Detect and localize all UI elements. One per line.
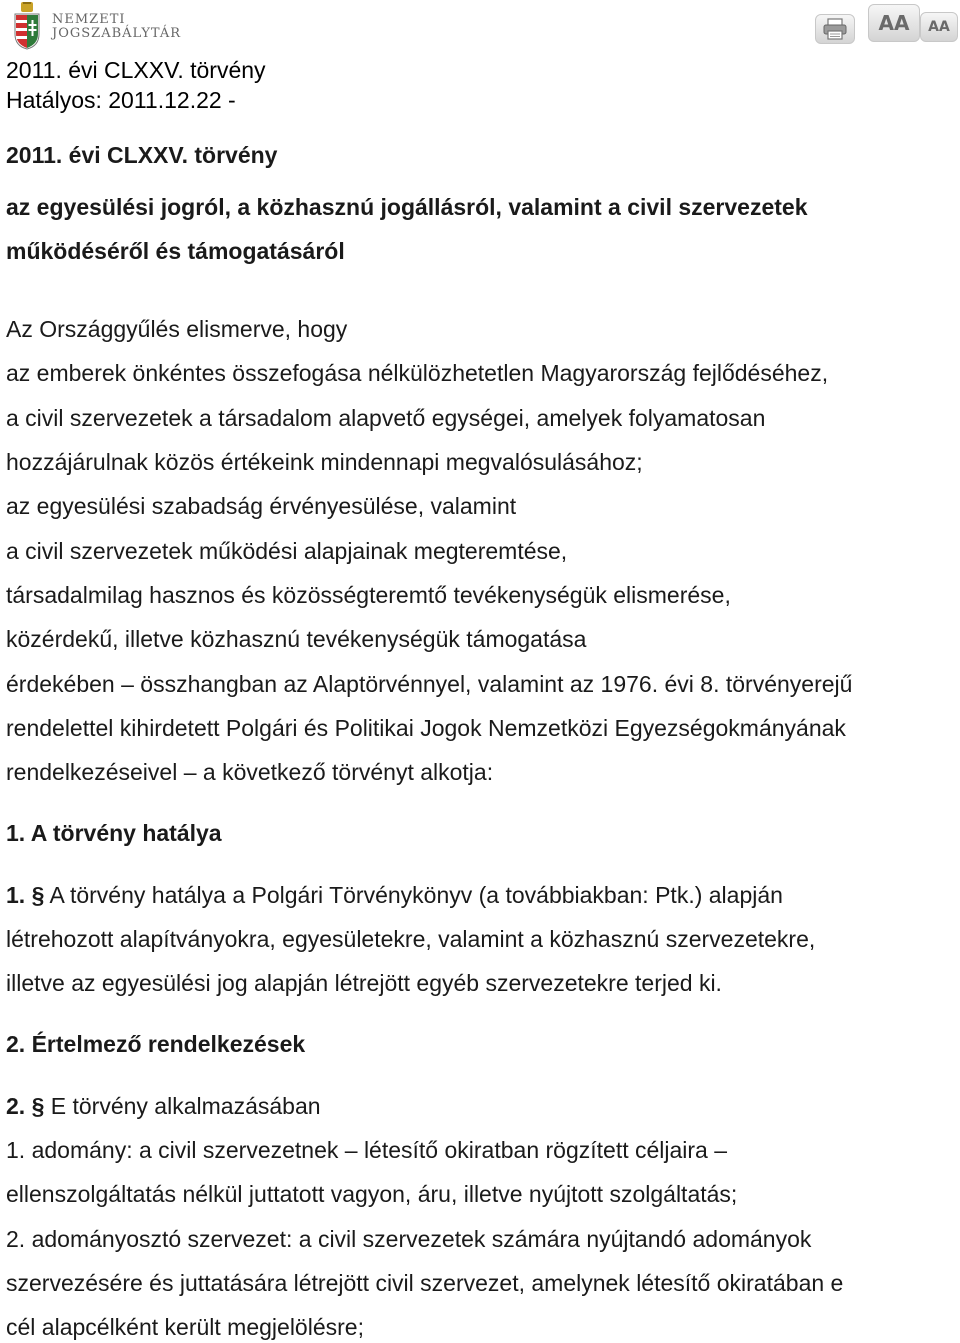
paragraph-text: A törvény hatálya a Polgári Törvénykönyv (a továbbiakban: Ptk.) alapján bbox=[49, 882, 783, 908]
font-increase-label: AA bbox=[878, 11, 910, 35]
site-logo[interactable] bbox=[12, 2, 182, 52]
preamble-line: az egyesülési szabadság érvényesülése, valamint bbox=[6, 493, 517, 519]
preamble-line: érdekében – összhangban az Alaptörvénnyel, valamint az 1976. évi 8. törvényerejű bbox=[6, 671, 853, 697]
definition-line: szervezésére és juttatására létrejött civil szervezet, amelynek létesítő okiratában e bbox=[6, 1270, 844, 1296]
section-heading: 1. A törvény hatálya bbox=[6, 820, 222, 846]
preamble-line: társadalmilag hasznos és közösségteremtő tevékenységük elismerése, bbox=[6, 582, 731, 608]
print-button[interactable] bbox=[815, 14, 855, 44]
document-subtitle-line2: működéséről és támogatásáról bbox=[6, 238, 345, 264]
definition-line: ellenszolgáltatás nélkül juttatott vagyon, áru, illetve nyújtott szolgáltatás; bbox=[6, 1181, 738, 1207]
preamble-line: rendelkezéseivel – a következő törvényt alkotja: bbox=[6, 759, 494, 785]
document-effective-date: Hatályos: 2011.12.22 - bbox=[6, 87, 236, 113]
definition-line: cél alapcélként került megjelölésre; bbox=[6, 1314, 364, 1340]
preamble-line: közérdekű, illetve közhasznú tevékenységük támogatása bbox=[6, 626, 587, 652]
printer-icon bbox=[822, 18, 848, 40]
preamble-line: a civil szervezetek a társadalom alapvető egységei, amelyek folyamatosan bbox=[6, 405, 766, 431]
section-heading: 2. Értelmező rendelkezések bbox=[6, 1031, 306, 1057]
paragraph-number: 1. bbox=[6, 882, 26, 908]
preamble-line: Az Országgyűlés elismerve, hogy bbox=[6, 316, 348, 342]
logo-text-line2: JOGSZABÁLYTÁR bbox=[52, 26, 182, 41]
paragraph-1-line1 bbox=[6, 880, 783, 910]
logo-text bbox=[52, 13, 181, 41]
paragraph-number: 2. bbox=[6, 1093, 26, 1119]
font-increase-button[interactable] bbox=[868, 4, 920, 42]
preamble-line: rendelettel kihirdetett Polgári és Politikai Jogok Nemzetközi Egyezségokmányának bbox=[6, 715, 846, 741]
coat-of-arms-icon bbox=[12, 2, 42, 50]
font-decrease-label: AA bbox=[928, 19, 950, 35]
logo-text-line1: NEMZETI bbox=[52, 12, 126, 27]
document-meta-title: 2011. évi CLXXV. törvény bbox=[6, 57, 266, 83]
section-symbol-link[interactable]: § bbox=[31, 1093, 45, 1119]
document-subtitle-line1: az egyesülési jogról, a közhasznú jogállásról, valamint a civil szervezetek bbox=[6, 194, 808, 220]
paragraph-2-line1 bbox=[6, 1091, 321, 1121]
definition-line: 1. adomány: a civil szervezetnek – létesítő okiratban rögzített céljaira – bbox=[6, 1137, 728, 1163]
preamble-line: az emberek önkéntes összefogása nélkülözhetetlen Magyarország fejlődéséhez, bbox=[6, 360, 829, 386]
paragraph-text: E törvény alkalmazásában bbox=[50, 1093, 321, 1119]
preamble-line: hozzájárulnak közös értékeink mindennapi megvalósulásához; bbox=[6, 449, 643, 475]
font-decrease-button[interactable] bbox=[920, 12, 958, 42]
paragraph-1-line3: illetve az egyesülési jog alapján létrejött egyéb szervezetekre terjed ki. bbox=[6, 970, 722, 996]
preamble-line: a civil szervezetek működési alapjainak megteremtése, bbox=[6, 538, 568, 564]
document-title: 2011. évi CLXXV. törvény bbox=[6, 142, 278, 168]
paragraph-1-line2: létrehozott alapítványokra, egyesületekre, valamint a közhasznú szervezetekre, bbox=[6, 926, 816, 952]
definition-line: 2. adományosztó szervezet: a civil szervezetek számára nyújtandó adományok bbox=[6, 1226, 812, 1252]
section-symbol-link[interactable]: § bbox=[31, 882, 45, 908]
